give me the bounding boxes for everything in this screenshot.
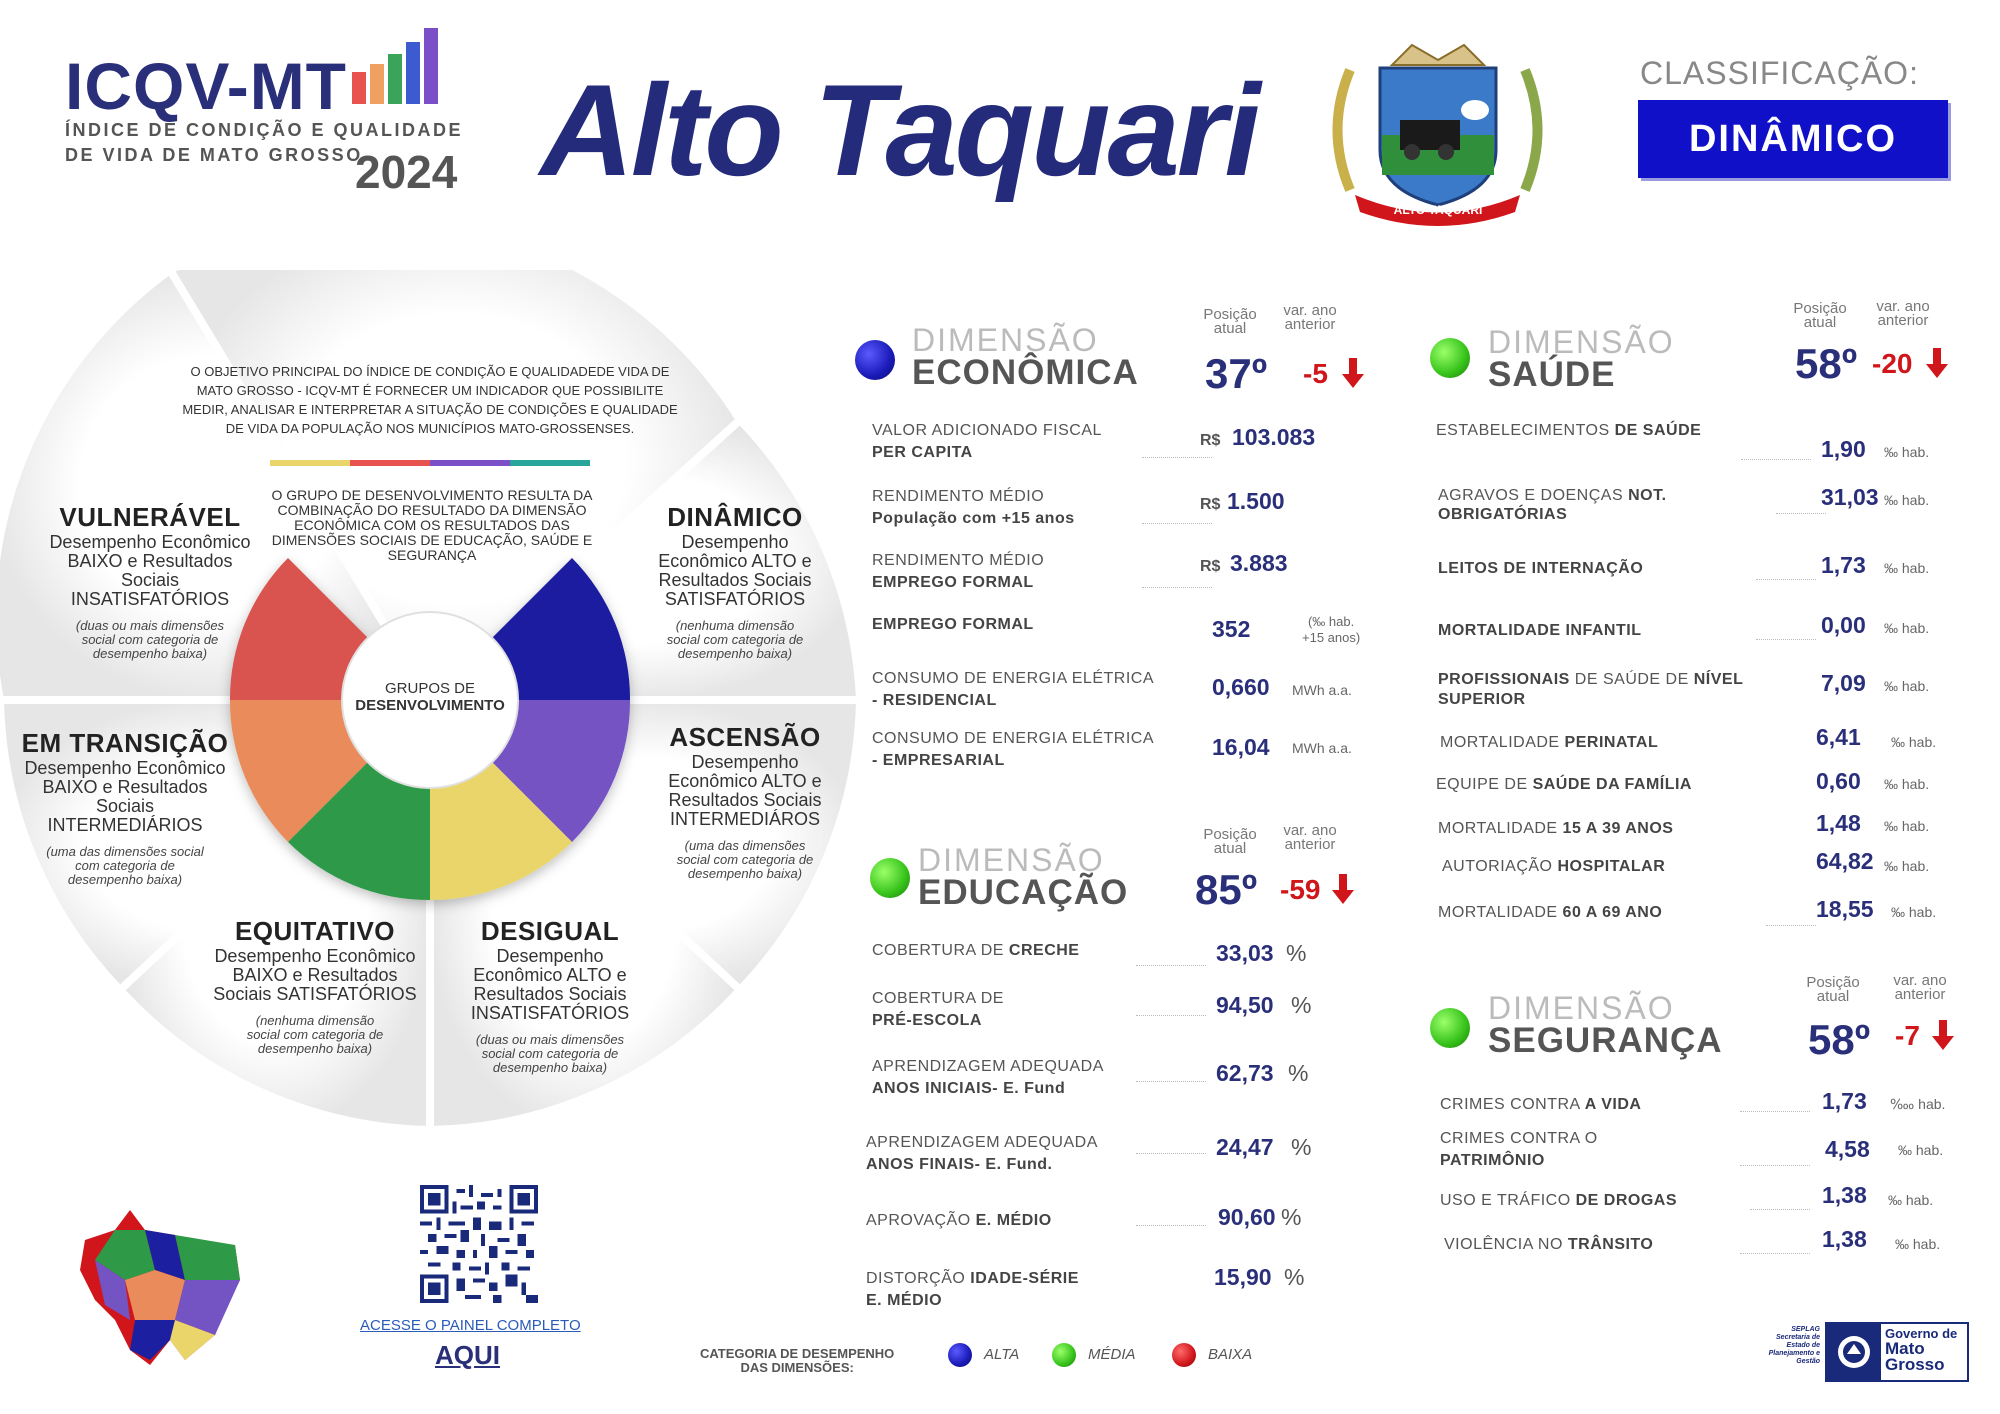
wheel-center-line1: GRUPOS DE xyxy=(384,680,475,697)
pos-label: Posição atual xyxy=(1203,826,1257,857)
legend-title: CATEGORIA DE DESEMPENHO DAS DIMENSÕES: xyxy=(700,1346,895,1375)
legend-media-icon xyxy=(1052,1343,1076,1367)
indicator-row: APRENDIZAGEM ADEQUADA ANOS INICIAIS- E. Fund 62,73 % xyxy=(872,1058,1309,1097)
var-label: var. ano anterior xyxy=(1283,302,1337,333)
dim-title-line1: DIMENSÃO xyxy=(912,322,1099,358)
group-name: DINÂMICO xyxy=(667,502,803,532)
legend-alta-label: ALTA xyxy=(984,1346,1020,1363)
var-label: var. ano anterior xyxy=(1876,298,1930,329)
group-desc: Desempenho Econômico ALTO e Resultados Sociais INTERMEDIÁROS xyxy=(668,752,822,829)
group-name: EQUITATIVO xyxy=(234,916,396,946)
arrow-down-icon xyxy=(1342,358,1364,388)
group-desc: Desempenho Econômico ALTO e Resultados Sociais INSATISFATÓRIOS xyxy=(470,946,630,1023)
logo-bars-icon xyxy=(352,28,457,104)
group-em-transicao xyxy=(20,728,230,887)
pos-label: Posição atual xyxy=(1203,306,1257,337)
category-dot-media-icon xyxy=(870,858,910,898)
indicator-row: COBERTURA DE CRECHE 33,03 % xyxy=(872,940,1307,966)
dim-economica-position: 37º xyxy=(1205,350,1268,397)
indicator-row: RENDIMENTO MÉDIO População com +15 anos R$ 1.500 xyxy=(872,488,1285,527)
arrow-down-icon xyxy=(1926,348,1948,378)
access-panel-link[interactable]: ACESSE O PAINEL COMPLETO xyxy=(360,1317,581,1334)
dim-seguranca-title xyxy=(1488,990,1723,1061)
group-note: (uma das dimensões social com categoria de desempenho baixa) xyxy=(46,844,204,887)
qr-code-icon[interactable] xyxy=(420,1185,538,1303)
dim-title-line1: DIMENSÃO xyxy=(1488,990,1675,1026)
indicator-row: MORTALIDADE INFANTIL 0,00 ‰ hab. xyxy=(1438,612,1930,639)
dim-title-line1: DIMENSÃO xyxy=(918,842,1105,878)
group-name: VULNERÁVEL xyxy=(59,502,241,532)
indicator-row: ESTABELECIMENTOS DE SAÚDE 1,90 ‰ hab. xyxy=(1436,422,1930,462)
group-dinamico xyxy=(640,502,830,661)
city-crest-icon xyxy=(1320,40,1555,230)
dim-seguranca-variation: -7 xyxy=(1895,1020,1920,1051)
wheel-center-label xyxy=(340,680,520,714)
indicator-row: MORTALIDADE PERINATAL 6,41 ‰ hab. xyxy=(1440,724,1937,751)
indicator-row: LEITOS DE INTERNAÇÃO 1,73 ‰ hab. xyxy=(1438,552,1930,578)
dim-saude-title xyxy=(1488,324,1675,395)
indicator-row: CRIMES CONTRA A VIDA 1,73 ‱ hab. xyxy=(1440,1088,1946,1114)
mato-grosso-map-icon xyxy=(75,1210,245,1370)
indicator-row: COBERTURA DE PRÉ-ESCOLA 94,50 % xyxy=(872,990,1312,1029)
legend-baixa-icon xyxy=(1172,1343,1196,1367)
dim-economica-title xyxy=(912,322,1139,393)
dim-educacao-variation: -59 xyxy=(1280,874,1321,905)
logo-subtitle-line2: DE VIDA DE MATO GROSSO xyxy=(65,145,363,165)
legend-alta-icon xyxy=(948,1343,972,1367)
crest-banner-text: ALTO TAQUARI xyxy=(1393,203,1483,217)
dim-saude-position: 58º xyxy=(1795,340,1858,387)
group-vulneravel xyxy=(45,502,255,661)
category-dot-alta-icon xyxy=(855,340,895,380)
group-name: DESIGUAL xyxy=(480,916,620,946)
indicator-row: APRENDIZAGEM ADEQUADA ANOS FINAIS- E. Fund. 24,47 % xyxy=(866,1134,1312,1173)
dim-title-line2: ECONÔMICA xyxy=(912,353,1139,392)
group-note: (duas ou mais dimensões social com categoria de desempenho baixa) xyxy=(75,618,225,661)
gov-line2: Mato xyxy=(1885,1339,1925,1358)
educacao-indicators xyxy=(866,940,1326,1316)
category-dot-media-icon xyxy=(1430,1008,1470,1048)
group-explanation-text: O GRUPO DE DESENVOLVIMENTO RESULTA DA COMBINAÇÃO DO RESULTADO DA DIMENSÃO ECONÔMICA COM OS RESULTADOS DAS DIMENSÕES SOCIAIS DE EDUCAÇÃO, SAÚDE E SEGURANÇA xyxy=(271,487,593,563)
dim-economica-variation: -5 xyxy=(1303,358,1328,389)
indicator-row: CRIMES CONTRA O PATRIMÔNIO 4,58 ‰ hab. xyxy=(1440,1130,1944,1169)
category-dot-media-icon xyxy=(1430,338,1470,378)
indicator-row: RENDIMENTO MÉDIO EMPREGO FORMAL R$ 3.883 xyxy=(872,550,1288,591)
classification-label: CLASSIFICAÇÃO: xyxy=(1640,55,1919,91)
indicator-row: EQUIPE DE SAÚDE DA FAMÍLIA 0,60 ‰ hab. xyxy=(1436,768,1930,794)
wheel-center-line2: DESENVOLVIMENTO xyxy=(355,697,505,714)
government-logo xyxy=(1760,1322,1970,1382)
classification-badge: DINÂMICO xyxy=(1638,100,1948,178)
group-desc: Desempenho Econômico ALTO e Resultados Sociais SATISFATÓRIOS xyxy=(658,532,812,609)
var-label: var. ano anterior xyxy=(1283,822,1337,853)
indicator-row: APROVAÇÃO E. MÉDIO 90,60 % xyxy=(866,1204,1302,1230)
indicator-row: AGRAVOS E DOENÇAS NOT. OBRIGATÓRIAS 31,03 ‰ hab. xyxy=(1438,484,1930,523)
indicator-row: CONSUMO DE ENERGIA ELÉTRICA - EMPRESARIAL 16,04 MWh a.a. xyxy=(872,730,1352,769)
dim-educacao-title xyxy=(918,842,1128,913)
pos-label: Posição atual xyxy=(1793,300,1847,331)
group-desc: Desempenho Econômico BAIXO e Resultados Sociais INTERMEDIÁRIOS xyxy=(24,758,226,835)
indicator-row: MORTALIDADE 15 A 39 ANOS 1,48 ‰ hab. xyxy=(1438,810,1930,837)
indicator-row: VIOLÊNCIA NO TRÂNSITO 1,38 ‰ hab. xyxy=(1444,1226,1941,1253)
seplag-text: SEPLAG Secretaria de Estado de Planejamento e Gestão xyxy=(1768,1326,1820,1365)
group-note: (nenhuma dimensão social com categoria de desempenho baixa) xyxy=(666,618,804,661)
city-title: Alto Taquari xyxy=(540,57,1258,203)
seguranca-indicators xyxy=(1440,1090,1980,1274)
logo-subtitle-line1: ÍNDICE DE CONDIÇÃO E QUALIDADE xyxy=(65,120,464,140)
indicator-row: AUTORIAÇÃO HOSPITALAR 64,82 ‰ hab. xyxy=(1442,848,1930,875)
group-ascensao xyxy=(650,722,840,881)
indicator-row: VALOR ADICIONADO FISCAL PER CAPITA R$ 103.083 xyxy=(872,422,1316,461)
group-desc: Desempenho Econômico BAIXO e Resultados Sociais SATISFATÓRIOS xyxy=(213,946,417,1004)
dim-title-line2: EDUCAÇÃO xyxy=(918,873,1129,912)
group-name: EM TRANSIÇÃO xyxy=(21,728,229,758)
logo-title: ICQV-MT xyxy=(65,49,347,123)
economica-indicators xyxy=(872,420,1372,778)
gov-line3: Grosso xyxy=(1885,1355,1945,1374)
objective-text: O OBJETIVO PRINCIPAL DO ÍNDICE DE CONDIÇÃO E QUALIDADEDE VIDA DE MATO GROSSO - ICQV-MT É FORNECER UM INDICADOR QUE POSSIBILITE MEDIR, ANALISAR E INTERPRETAR A SITUAÇÃO DE CONDIÇÕES E QUALIDADE DE VIDA DA POPULAÇÃO NOS MUNICÍPIOS MATO-GROSSENSES. xyxy=(182,364,678,436)
arrow-down-icon xyxy=(1932,1020,1954,1050)
dim-seguranca-position: 58º xyxy=(1808,1016,1871,1063)
dim-title-line2: SEGURANÇA xyxy=(1488,1021,1723,1060)
group-equitativo xyxy=(210,916,420,1056)
indicator-row: MORTALIDADE 60 A 69 ANO 18,55 ‰ hab. xyxy=(1436,886,1976,930)
indicator-row: CONSUMO DE ENERGIA ELÉTRICA - RESIDENCIAL 0,660 MWh a.a. xyxy=(872,670,1352,709)
logo-year: 2024 xyxy=(355,146,458,198)
arrow-down-icon xyxy=(1332,874,1354,904)
dim-title-line1: DIMENSÃO xyxy=(1488,324,1675,360)
legend-baixa-label: BAIXA xyxy=(1208,1346,1253,1363)
group-desc: Desempenho Econômico BAIXO e Resultados Sociais INSATISFATÓRIOS xyxy=(49,532,251,609)
dim-saude-variation: -20 xyxy=(1872,348,1913,379)
group-name: ASCENSÃO xyxy=(669,722,821,752)
indicator-row: EMPREGO FORMAL 352 (‰ hab. +15 anos) xyxy=(872,614,1361,645)
indicator-row: DISTORÇÃO IDADE-SÉRIE E. MÉDIO 15,90 % xyxy=(866,1264,1305,1309)
group-desigual xyxy=(450,916,650,1075)
group-note: (nenhuma dimensão social com categoria de desempenho baixa) xyxy=(246,1013,384,1056)
here-link[interactable]: AQUI xyxy=(435,1340,500,1370)
pos-label: Posição atual xyxy=(1806,974,1860,1005)
group-note: (uma das dimensões social com categoria de desempenho baixa) xyxy=(676,838,814,881)
indicator-row: USO E TRÁFICO DE DROGAS 1,38 ‰ hab. xyxy=(1440,1182,1934,1209)
dim-educacao-position: 85º xyxy=(1195,866,1258,913)
saude-indicators xyxy=(1436,420,1976,930)
gov-line1: Governo de xyxy=(1885,1326,1958,1341)
group-note: (duas ou mais dimensões social com categoria de desempenho baixa) xyxy=(475,1032,625,1075)
indicator-row: PROFISSIONAIS DE SAÚDE DE NÍVEL SUPERIOR 7,09 ‰ hab. xyxy=(1438,670,1930,708)
var-label: var. ano anterior xyxy=(1893,972,1947,1003)
legend-media-label: MÉDIA xyxy=(1088,1346,1136,1363)
dim-title-line2: SAÚDE xyxy=(1488,355,1616,394)
state-seal-icon xyxy=(1827,1324,1881,1380)
